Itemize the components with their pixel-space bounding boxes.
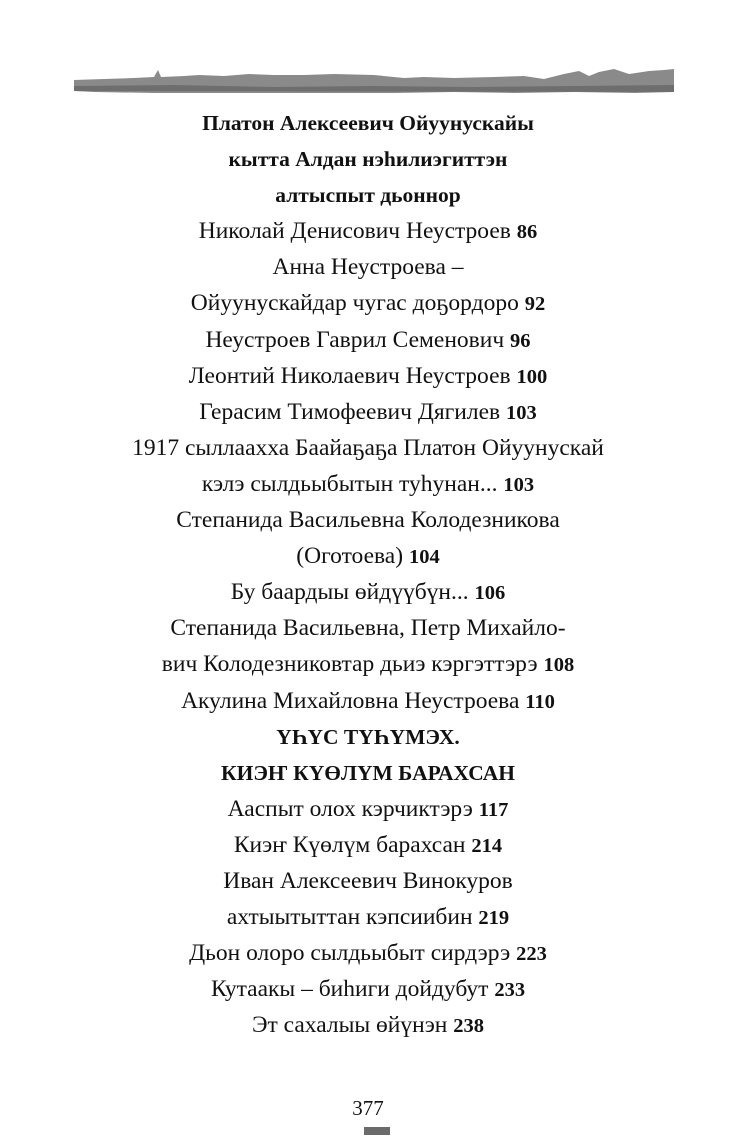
toc-entry-title: кытта Алдан нэһилиэгиттэн (228, 147, 508, 172)
toc-entry-title: Дьон олоро сылдьыбыт сирдэрэ (189, 940, 511, 967)
toc-entry (0, 322, 736, 358)
toc-entry-title: Анна Неустроева – (272, 254, 464, 281)
toc-entry (0, 430, 736, 466)
toc-heading (0, 719, 736, 755)
toc-entry-title: КИЭҤ КҮӨЛҮМ БАРАХСАН (221, 760, 515, 785)
toc-entry-title: Киэҥ Күөлүм барахсан (233, 831, 466, 858)
toc-entry-title: Герасим Тимофеевич Дягилев (199, 398, 501, 425)
toc-entry-title: Степанида Васильевна Колодезникова (176, 507, 560, 534)
toc-entry-page: 104 (408, 546, 440, 569)
toc-entry (0, 863, 736, 899)
toc-entry-title: Неустроев Гаврил Семенович (205, 326, 505, 353)
toc-entry-page: 92 (524, 293, 546, 316)
toc-entry-page: 106 (474, 582, 506, 605)
toc-entry-title: ҮҺҮС ТҮҺҮМЭХ. (276, 724, 460, 749)
toc-entry-title: вич Колодезниковтар дьиэ кэргэттэрэ (161, 651, 538, 678)
toc-entry-page: 96 (510, 329, 531, 352)
toc-entry-title: (Оготоева) (296, 543, 404, 570)
toc-entry (0, 502, 736, 538)
toc-entry (0, 935, 736, 971)
toc-entry-title: 1917 сыллаахха Баайаҕаҕа Платон Ойуунускай (132, 434, 604, 461)
toc-entry-page: 103 (506, 401, 537, 424)
toc-entry (0, 971, 736, 1007)
toc-entry-title: алтыспыт дьоннор (275, 183, 461, 208)
toc-entry-page: 214 (471, 834, 503, 857)
toc-entry (0, 610, 736, 646)
toc-entry (0, 466, 736, 502)
toc-entry-page: 100 (516, 365, 548, 388)
toc-entry-page: 103 (503, 473, 535, 496)
toc-entry-page: 86 (516, 221, 538, 244)
toc-entry-title: Акулина Михайловна Неустроева (181, 687, 520, 714)
table-of-contents (0, 105, 736, 1043)
toc-heading (0, 105, 736, 141)
toc-entry (0, 1007, 736, 1043)
toc-entry (0, 899, 736, 935)
toc-entry-title: Ааспыт олох кэрчиктэрэ (227, 795, 473, 822)
toc-entry-title: Эт сахалыы өйүнэн (251, 1012, 448, 1039)
toc-entry-title: кэлэ сылдьыбытын туһунан... (201, 470, 498, 497)
toc-entry-title: Кутаакы – биһиги дойдубут (210, 976, 489, 1003)
toc-entry-title: Иван Алексеевич Винокуров (223, 867, 513, 894)
toc-entry-title: Леонтий Николаевич Неустроев (188, 362, 511, 389)
page-number: 377 (352, 1096, 384, 1120)
toc-heading (0, 755, 736, 791)
toc-entry (0, 358, 736, 394)
toc-entry (0, 646, 736, 682)
toc-entry-page: 233 (494, 979, 526, 1002)
toc-entry-title: Платон Алексеевич Ойуунускайы (202, 111, 534, 135)
toc-heading (0, 177, 736, 213)
toc-entry (0, 683, 736, 719)
toc-entry (0, 285, 736, 321)
toc-entry-page: 219 (478, 907, 510, 930)
toc-entry-title: Степанида Васильевна, Петр Михайло- (170, 615, 566, 642)
toc-entry-title: Бу баардыы өйдүүбүн... (230, 579, 469, 606)
toc-entry-title: Николай Денисович Неустроев (198, 218, 511, 245)
toc-entry-page: 238 (453, 1015, 484, 1038)
banner-shading (74, 85, 674, 92)
toc-entry (0, 213, 736, 249)
toc-entry (0, 827, 736, 863)
toc-entry (0, 249, 736, 285)
toc-entry-page: 110 (525, 690, 555, 713)
toc-entry (0, 394, 736, 430)
toc-heading (0, 141, 736, 177)
toc-entry-page: 223 (516, 943, 547, 966)
toc-entry (0, 791, 736, 827)
toc-entry (0, 574, 736, 610)
toc-entry-title: Ойуунускайдар чугас доҕордоро (190, 290, 519, 317)
footer-mark (364, 1127, 390, 1135)
toc-entry-page: 117 (478, 798, 509, 821)
toc-entry-title: ахтыытыттан кэпсиибин (226, 904, 473, 931)
toc-entry-page: 108 (543, 654, 575, 677)
toc-entry (0, 538, 736, 574)
header-landscape-banner (74, 66, 674, 96)
